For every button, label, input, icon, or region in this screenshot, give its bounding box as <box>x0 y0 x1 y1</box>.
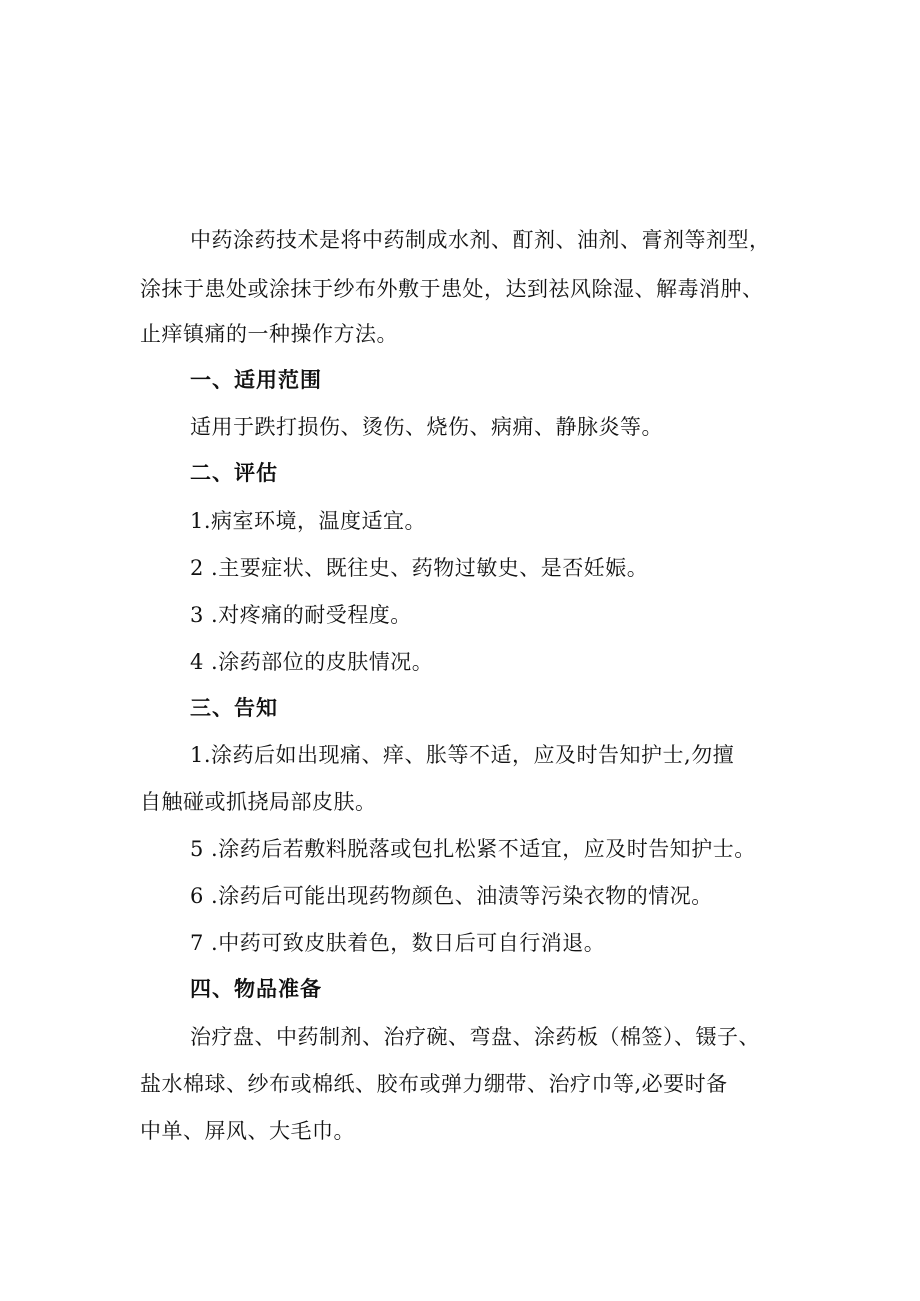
notification-item-1-line-1: 1.涂药后如出现痛、痒、胀等不适，应及时告知护士,勿擅 <box>190 743 735 767</box>
assessment-item: 3 .对疼痛的耐受程度。 <box>190 603 412 627</box>
intro-line-1: 中药涂药技术是将中药制成水剂、酊剂、油剂、膏剂等剂型， <box>190 228 771 252</box>
supplies-line-1: 治疗盘、中药制剂、治疗碗、弯盘、涂药板（棉签）、镊子、 <box>190 1025 760 1049</box>
section-heading-notification: 三、告知 <box>190 696 278 720</box>
notification-item: 5 .涂药后若敷料脱落或包扎松紧不适宜，应及时告知护士。 <box>190 837 756 861</box>
section-heading-scope: 一、适用范围 <box>190 368 322 392</box>
supplies-line-3: 中单、屏风、大毛巾。 <box>140 1119 355 1143</box>
notification-item: 7 .中药可致皮肤着色，数日后可自行消退。 <box>190 931 606 955</box>
notification-item-1-line-2: 自触碰或抓挠局部皮肤。 <box>140 790 377 814</box>
notification-item: 6 .涂药后可能出现药物颜色、油渍等污染衣物的情况。 <box>190 884 713 908</box>
assessment-item: 1.病室环境，温度适宜。 <box>190 509 427 533</box>
intro-line-2: 涂抹于患处或涂抹于纱布外敷于患处，达到祛风除湿、解毒消肿、 <box>140 277 764 301</box>
intro-line-3: 止痒镇痛的一种操作方法。 <box>140 322 398 346</box>
assessment-item: 2 .主要症状、既往史、药物过敏史、是否妊娠。 <box>190 556 649 580</box>
supplies-line-2: 盐水棉球、纱布或棉纸、胶布或弹力绷带、治疗巾等,必要时备 <box>140 1072 728 1096</box>
section-heading-supplies: 四、物品准备 <box>190 977 322 1001</box>
scope-text: 适用于跌打损伤、烫伤、烧伤、病痈、静脉炎等。 <box>190 415 663 439</box>
assessment-item: 4 .涂药部位的皮肤情况。 <box>190 650 434 674</box>
section-heading-assessment: 二、评估 <box>190 461 278 485</box>
